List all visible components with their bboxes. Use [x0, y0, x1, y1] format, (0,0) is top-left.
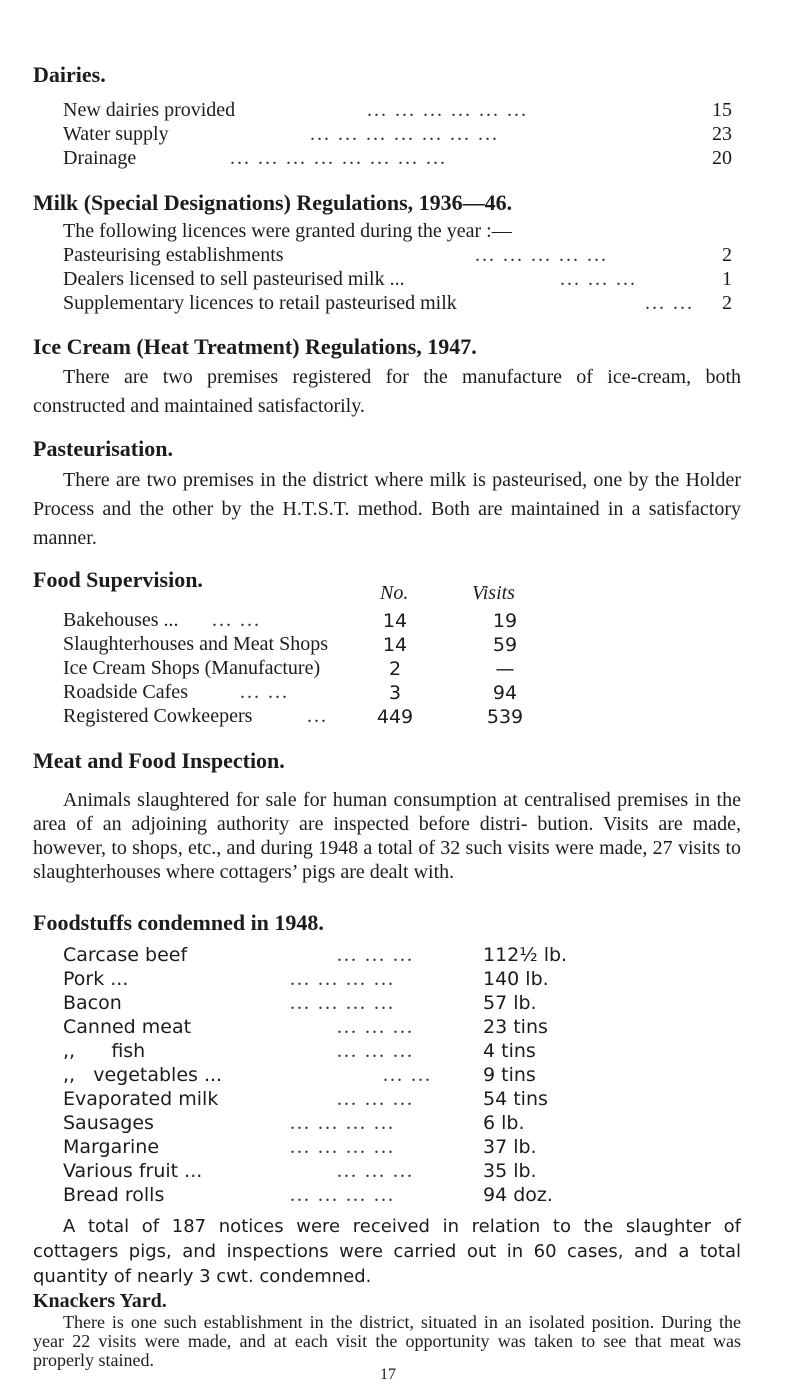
notices-paragraph — [33, 1214, 741, 1289]
table-cell-visits: 19 — [492, 610, 518, 632]
table-cell-no: 3 — [388, 682, 402, 704]
leader-dots: ... ... ... ... ... ... — [367, 99, 528, 121]
table-cell-visits: — — [495, 658, 515, 680]
table-cell-no: 2 — [388, 658, 402, 680]
meat-inspection-heading: Meat and Food Inspection. — [33, 748, 285, 773]
ice-cream-text: There are two premises registered for the manufacture of ice-cream, both constructed and maintained satisfactorily. — [33, 366, 741, 417]
leader-dots: ... ... ... — [337, 1016, 414, 1038]
leader-dots: ... — [307, 705, 328, 727]
ice-cream-paragraph — [33, 363, 741, 421]
foodstuff-quantity: 9 tins — [483, 1064, 536, 1086]
foodstuff-quantity: 57 lb. — [483, 992, 537, 1014]
knackers-paragraph — [33, 1313, 741, 1370]
table-cell-no: 14 — [382, 634, 408, 656]
milk-row-value: 2 — [722, 292, 732, 314]
dairies-row-label: Drainage — [63, 147, 137, 169]
milk-intro: The following licences were granted during the year :— — [63, 220, 512, 242]
leader-dots: ... ... ... ... — [290, 1184, 395, 1206]
table-row-label: Ice Cream Shops (Manufacture) — [63, 657, 321, 679]
leader-dots: ... ... ... ... ... ... ... ... — [230, 147, 447, 169]
leader-dots: ... ... ... ... — [290, 968, 395, 990]
leader-dots: ... ... ... ... — [290, 1112, 395, 1134]
milk-row-label: Dealers licensed to sell pasteurised milk ... — [63, 268, 405, 290]
foodstuff-quantity: 94 doz. — [483, 1184, 553, 1206]
leader-dots: ... ... ... — [337, 944, 414, 966]
foodstuff-label: ,, vegetables ... — [63, 1064, 223, 1086]
ice-cream-heading: Ice Cream (Heat Treatment) Regulations, 1947. — [33, 334, 477, 359]
leader-dots: ... ... ... ... — [290, 992, 395, 1014]
foodstuff-quantity: 54 tins — [483, 1088, 548, 1110]
foodstuffs-heading: Foodstuffs condemned in 1948. — [33, 910, 324, 935]
foodstuff-label: Canned meat — [63, 1016, 192, 1038]
page-number: 17 — [380, 1366, 396, 1383]
milk-heading: Milk (Special Designations) Regulations, 1936—46. — [33, 190, 513, 215]
table-row-label: Registered Cowkeepers — [63, 705, 253, 727]
food-supervision-heading: Food Supervision. — [33, 567, 203, 592]
leader-dots: ... ... ... ... ... ... ... — [310, 123, 499, 145]
column-header-no: No. — [380, 582, 409, 604]
foodstuff-quantity: 112½ lb. — [483, 944, 568, 966]
milk-row-label: Supplementary licences to retail pasteurised milk — [63, 292, 457, 314]
milk-row-value: 2 — [722, 244, 732, 266]
milk-row-value: 1 — [722, 268, 732, 290]
table-cell-visits: 59 — [492, 634, 518, 656]
dairies-row-value: 20 — [712, 147, 732, 169]
leader-dots: ... ... — [383, 1064, 432, 1086]
table-row-label: Slaughterhouses and Meat Shops — [63, 633, 328, 655]
table-cell-visits: 539 — [486, 706, 524, 728]
dairies-row-label: Water supply — [63, 123, 169, 145]
foodstuff-label: Margarine — [63, 1136, 160, 1158]
dairies-row-value: 23 — [712, 123, 732, 145]
pasteurisation-text: There are two premises in the district where milk is pasteurised, one by the Holder Process and the other by the H.T.S.T. method. Both are maintained in a satisfactory manner. — [33, 469, 741, 549]
pasteurisation-heading: Pasteurisation. — [33, 436, 173, 461]
leader-dots: ... ... ... — [337, 1088, 414, 1110]
table-row-label: Bakehouses ... — [63, 609, 179, 631]
meat-inspection-text: Animals slaughtered for sale for human consumption at centralised premises in the area of an adjoining authority are inspected before distri- bution. Visits are made, however, to shops, etc., and during 1948 a total of 32 such visits were made, 27 visits to slaughterhouses where cottagers’ pigs are dealt with. — [33, 789, 741, 883]
foodstuff-quantity: 35 lb. — [483, 1160, 537, 1182]
leader-dots: ... ... ... — [560, 268, 637, 290]
dairies-heading: Dairies. — [33, 62, 106, 87]
foodstuff-quantity: 23 tins — [483, 1016, 548, 1038]
foodstuff-quantity: 140 lb. — [483, 968, 549, 990]
foodstuff-label: Bread rolls — [63, 1184, 165, 1206]
foodstuff-label: Bacon — [63, 992, 122, 1014]
foodstuff-quantity: 6 lb. — [483, 1112, 525, 1134]
meat-inspection-paragraph — [33, 788, 741, 884]
foodstuff-label: Carcase beef — [63, 944, 188, 966]
leader-dots: ... ... — [645, 292, 694, 314]
leader-dots: ... ... — [240, 681, 289, 703]
foodstuff-quantity: 37 lb. — [483, 1136, 537, 1158]
foodstuff-quantity: 4 tins — [483, 1040, 536, 1062]
pasteurisation-paragraph — [33, 466, 741, 553]
foodstuff-label: Various fruit ... — [63, 1160, 203, 1182]
foodstuff-label: ,, fish — [63, 1040, 146, 1062]
column-header-visits: Visits — [472, 582, 515, 604]
dairies-row-value: 15 — [712, 99, 732, 121]
foodstuff-label: Evaporated milk — [63, 1088, 219, 1110]
table-cell-no: 14 — [382, 610, 408, 632]
foodstuff-label: Sausages — [63, 1112, 154, 1134]
table-cell-no: 449 — [376, 706, 414, 728]
leader-dots: ... ... ... — [337, 1040, 414, 1062]
knackers-text: There is one such establishment in the district, situated in an isolated position. During the year 22 visits were made, and at each visit the opportunity was taken to see that meat was properly stained. — [33, 1312, 741, 1370]
leader-dots: ... ... — [212, 609, 261, 631]
foodstuff-label: Pork ... — [63, 968, 129, 990]
table-cell-visits: 94 — [492, 682, 518, 704]
milk-row-label: Pasteurising establishments — [63, 244, 284, 266]
leader-dots: ... ... ... ... ... — [475, 244, 608, 266]
dairies-row-label: New dairies provided — [63, 99, 236, 121]
knackers-heading: Knackers Yard. — [33, 1290, 167, 1312]
leader-dots: ... ... ... ... — [290, 1136, 395, 1158]
table-row-label: Roadside Cafes — [63, 681, 188, 703]
leader-dots: ... ... ... — [337, 1160, 414, 1182]
notices-text: A total of 187 notices were received in relation to the slaughter of cottagers pigs, and inspections were carried out in 60 cases, and a total quantity of nearly 3 cwt. condemned. — [33, 1216, 741, 1287]
